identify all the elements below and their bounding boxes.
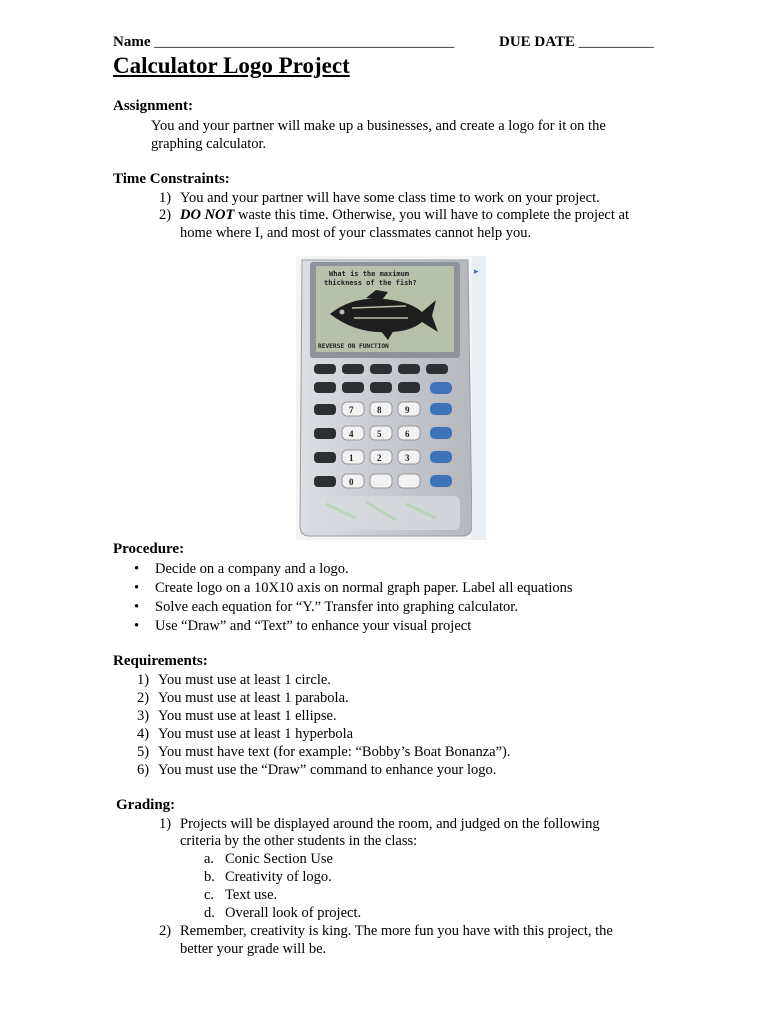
svg-text:6: 6 — [405, 429, 410, 439]
bullet: • — [134, 599, 140, 615]
item-text: You must use at least 1 circle. — [158, 672, 331, 688]
item-text: You must use at least 1 ellipse. — [158, 708, 337, 724]
procedure-heading: Procedure: — [113, 541, 185, 557]
calculator-image — [296, 256, 486, 540]
emphasis-text: DO NOT — [180, 207, 235, 223]
item-text: waste this time. Otherwise, you will have to complete the project at — [234, 207, 629, 223]
item-number: 1) — [159, 190, 172, 206]
item-number: 5) — [137, 744, 150, 760]
criteria-item — [204, 904, 361, 922]
page-title: Calculator Logo Project — [113, 53, 350, 78]
item-number: 3) — [137, 708, 150, 724]
time-constraints-heading: Time Constraints: — [113, 171, 230, 187]
svg-text:2: 2 — [377, 453, 382, 463]
procedure-item — [134, 598, 518, 616]
svg-text:▸: ▸ — [474, 266, 479, 276]
requirement-item — [137, 761, 496, 779]
bullet: • — [134, 580, 140, 596]
svg-text:5: 5 — [377, 429, 382, 439]
item-text: Decide on a company and a logo. — [155, 561, 349, 577]
svg-text:3: 3 — [405, 453, 410, 463]
requirement-item — [137, 707, 337, 725]
item-text: Create logo on a 10X10 axis on normal graph paper. Label all equations — [155, 580, 573, 596]
procedure-item — [134, 579, 573, 597]
bullet: • — [134, 561, 140, 577]
procedure-item — [134, 560, 349, 578]
criteria-text: Creativity of logo. — [225, 869, 332, 885]
item-number: 2) — [159, 207, 172, 223]
grading-continuation: better your grade will be. — [180, 941, 327, 957]
criteria-letter: d. — [204, 905, 215, 921]
item-text: You must use at least 1 parabola. — [158, 690, 349, 706]
item-text: You must use the “Draw” command to enhance your logo. — [158, 762, 497, 778]
criteria-text: Text use. — [225, 887, 278, 903]
grading-continuation: criteria by the other students in the class: — [180, 833, 418, 849]
assignment-line-1: You and your partner will make up a businesses, and create a logo for it on the — [151, 118, 606, 134]
grading-item — [159, 922, 613, 940]
criteria-item — [204, 868, 332, 886]
item-number: 2) — [137, 690, 150, 706]
criteria-item — [204, 850, 333, 868]
item-text: You must have text (for example: “Bobby’s Boat Bonanza”). — [158, 744, 511, 760]
item-text: Remember, creativity is king. The more fun you have with this project, the — [180, 923, 613, 939]
name-label: Name — [113, 34, 151, 50]
svg-text:8: 8 — [377, 405, 382, 415]
criteria-letter: c. — [204, 887, 215, 903]
due-date-line — [499, 34, 654, 51]
name-line — [113, 34, 454, 51]
item-text: You and your partner will have some class time to work on your project. — [180, 190, 600, 206]
criteria-letter: b. — [204, 869, 215, 885]
requirement-item — [137, 725, 353, 743]
screen-text-bottom: REVERSE ON FUNCTION — [318, 343, 389, 350]
item-text: You must use at least 1 hyperbola — [158, 726, 354, 742]
criteria-item — [204, 886, 277, 904]
name-blank: ________________________________________ — [154, 34, 455, 50]
due-date-blank: __________ — [578, 34, 654, 50]
svg-text:9: 9 — [405, 405, 410, 415]
item-number: 1) — [159, 816, 172, 832]
assignment-heading: Assignment: — [113, 98, 194, 114]
svg-text:4: 4 — [349, 429, 354, 439]
criteria-letter: a. — [204, 851, 215, 867]
item-number: 4) — [137, 726, 150, 742]
screen-text-line-1: What is the maximum — [329, 270, 410, 278]
procedure-item — [134, 617, 471, 635]
time-constraint-continuation: home where I, and most of your classmates cannot help you. — [180, 225, 532, 241]
svg-text:7: 7 — [349, 405, 354, 415]
item-number: 6) — [137, 762, 150, 778]
item-number: 2) — [159, 923, 172, 939]
requirement-item — [137, 671, 331, 689]
due-date-label: DUE DATE — [499, 34, 575, 50]
grading-heading: Grading: — [116, 797, 176, 813]
requirement-item — [137, 743, 511, 761]
requirement-item — [137, 689, 349, 707]
time-constraint-item — [159, 206, 629, 224]
svg-text:1: 1 — [349, 453, 354, 463]
criteria-text: Overall look of project. — [225, 905, 362, 921]
svg-text:0: 0 — [349, 477, 354, 487]
item-text: Use “Draw” and “Text” to enhance your visual project — [155, 618, 472, 634]
grading-item — [159, 815, 600, 833]
criteria-text: Conic Section Use — [225, 851, 333, 867]
bullet: • — [134, 618, 140, 634]
assignment-line-2: graphing calculator. — [151, 136, 267, 152]
item-number: 1) — [137, 672, 150, 688]
screen-text-line-2: thickness of the fish? — [324, 279, 417, 287]
time-constraint-item — [159, 189, 600, 207]
item-text: Solve each equation for “Y.” Transfer into graphing calculator. — [155, 599, 518, 615]
item-text: Projects will be displayed around the room, and judged on the following — [180, 816, 600, 832]
requirements-heading: Requirements: — [113, 653, 208, 669]
